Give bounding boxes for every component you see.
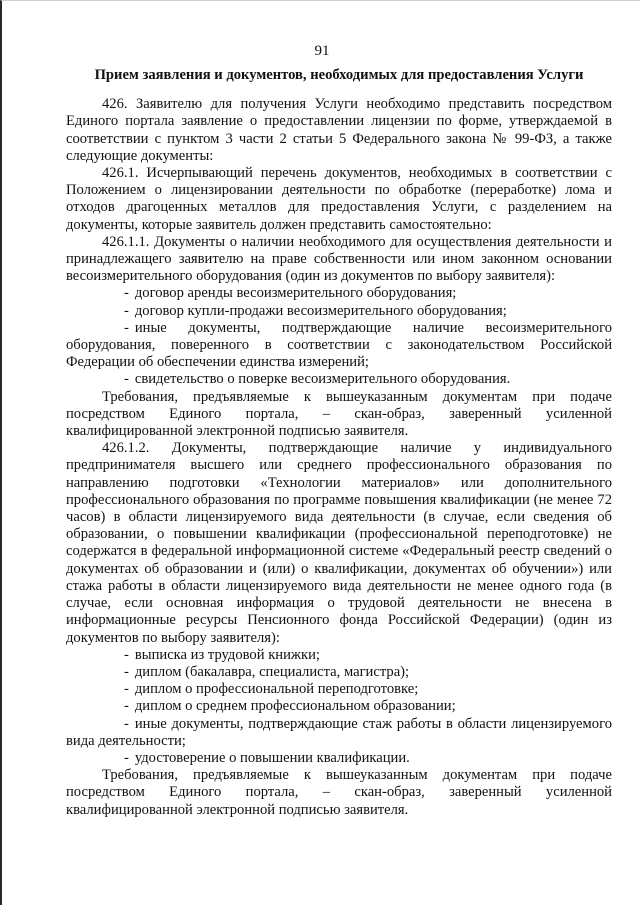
list-item-text: договор аренды весоизмерительного оборудования;: [134, 285, 457, 302]
paragraph-text: Документы, подтверждающие наличие у индивидуального предпринимателя высшего или среднего профессионального образования по направлению подготовки «Технологии материалов» или дополнительного профессионального образования по программе повышения квалификации (не менее 72 часов) в области лицензируемого вида деятельности (в случае, если сведения об образовании, о повышении квалификации (профессиональной переподготовке) не содержатся в федеральной информационной системе «Федеральный реестр сведений о документах об образовании и (или) о квалификации, документах об обучении») или стажа работы в области лицензируемого вида деятельности не менее одного года (в случае, если основная информация о трудовой деятельности не внесена в информационные ресурсы Пенсионного фонда Российской Федерации) (один из документов по выбору заявителя):: [66, 440, 612, 646]
requirements-paragraph: Требования, предъявляемые к вышеуказанным документам при подаче посредством Единого портала, – скан-образ, заверенный усиленной квалифицированной электронной подписью заявителя.: [66, 388, 612, 440]
paragraph-426-1-2: [66, 440, 612, 646]
paragraph-426-1-1: [66, 234, 612, 286]
list-item-text: договор купли-продажи весоизмерительного оборудования;: [134, 302, 507, 319]
page-number: 91: [314, 43, 330, 59]
paragraph-426-1: [66, 165, 612, 234]
list-item: - иные документы, подтверждающие наличие весоизмерительного оборудования, поверенного в соответствии с законодательством Российской Федерации об обеспечении единства измерений;: [66, 319, 612, 371]
paragraph-text: Документы о наличии необходимого для осуществления деятельности и принадлежащего заявителю на праве собственности или ином законном основании весоизмерительного оборудования (один из документов по выбору заявителя):: [66, 233, 612, 285]
paragraph-text: Заявителю для получения Услуги необходимо представить посредством Единого портала заявление о предоставлении лицензии по форме, утверждаемой в соответствии с пунктом 3 части 2 статьи 5 Федерального закона № 99-ФЗ, а также следующие документы:: [66, 96, 612, 164]
list-item-text: удостоверение о повышении квалификации.: [134, 749, 410, 766]
paragraph-number: 426.1.: [102, 165, 139, 182]
paragraph-number: 426.: [102, 96, 128, 113]
list-item-text: выписка из трудовой книжки;: [134, 646, 320, 663]
list-item-text: диплом о профессиональной переподготовке;: [134, 681, 419, 698]
list-item: - выписка из трудовой книжки;: [124, 646, 320, 663]
list-item-text: диплом (бакалавра, специалиста, магистра);: [134, 663, 410, 680]
section-heading: Прием заявления и документов, необходимых для предоставления Услуги: [94, 67, 584, 83]
list-item: - диплом о профессиональной переподготовке;: [124, 681, 419, 698]
list-item: - диплом о среднем профессиональном образовании;: [124, 698, 456, 715]
list-item: - договор купли-продажи весоизмерительного оборудования;: [124, 302, 507, 319]
list-item: - свидетельство о поверке весоизмерительного оборудования.: [124, 371, 511, 388]
list-item-text: диплом о среднем профессиональном образовании;: [134, 698, 456, 715]
paragraph-text: Исчерпывающий перечень документов, необходимых в соответствии с Положением о лицензировании деятельности по обработке (переработке) лома и отходов драгоценных металлов для предоставления Услуги, с разделением на документы, которые заявитель должен представить самостоятельно:: [66, 165, 612, 233]
paragraph-426: [66, 96, 612, 165]
list-item: - удостоверение о повышении квалификации.: [124, 749, 410, 766]
paragraph-number: 426.1.1.: [102, 233, 150, 250]
list-item: - иные документы, подтверждающие стаж работы в области лицензируемого вида деятельности;: [66, 715, 612, 749]
list-item-text: иные документы, подтверждающие стаж работы в области лицензируемого вида деятельности;: [66, 715, 612, 749]
list-item: - договор аренды весоизмерительного оборудования;: [124, 285, 457, 302]
list-item-text: иные документы, подтверждающие наличие весоизмерительного оборудования, поверенного в соответствии с законодательством Российской Федерации об обеспечении единства измерений;: [66, 319, 612, 371]
paragraph-number: 426.1.2.: [102, 440, 150, 457]
list-item-text: свидетельство о поверке весоизмерительного оборудования.: [134, 371, 511, 388]
document-body: [66, 67, 612, 819]
list-item: - диплом (бакалавра, специалиста, магистра);: [124, 663, 410, 680]
requirements-paragraph: Требования, предъявляемые к вышеуказанным документам при подаче посредством Единого портала, – скан-образ, заверенный усиленной квалифицированной электронной подписью заявителя.: [66, 767, 612, 818]
